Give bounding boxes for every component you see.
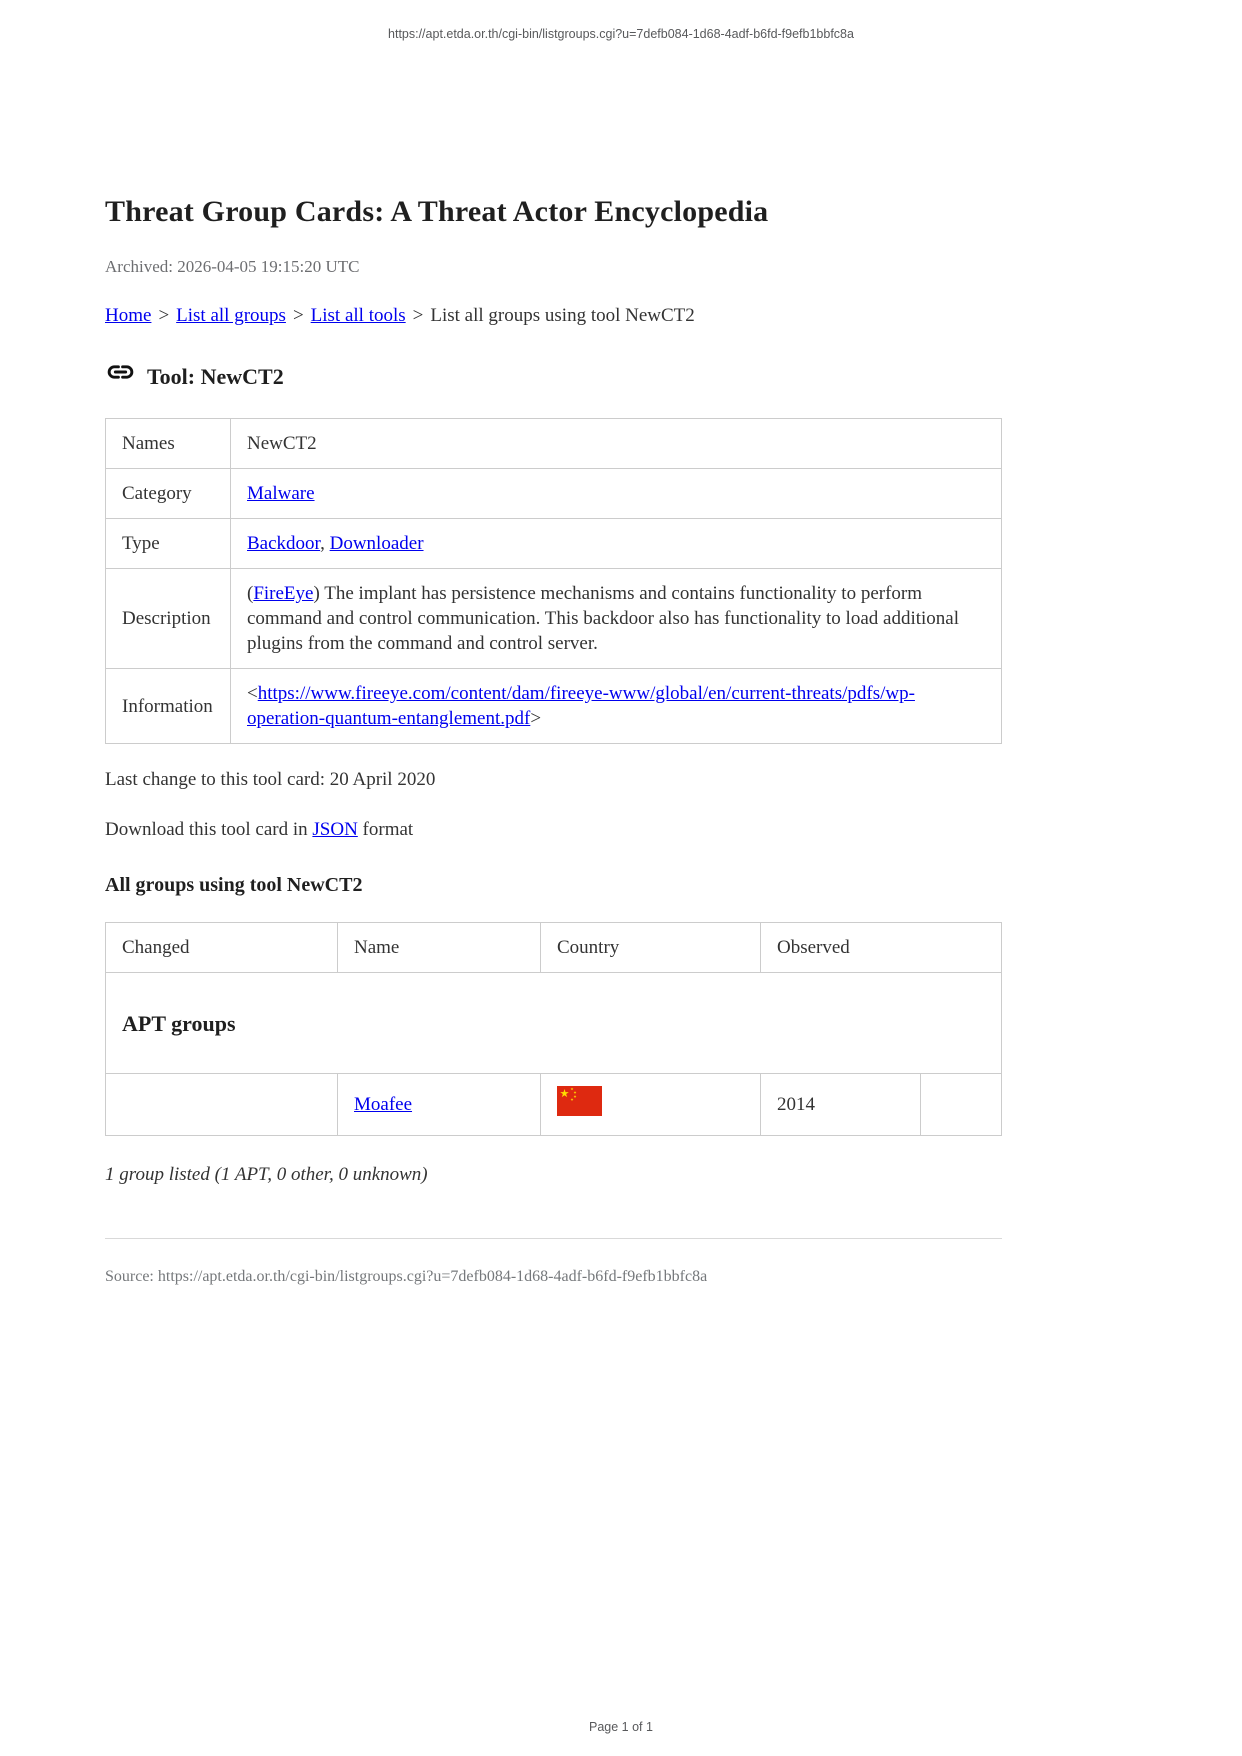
- json-download-link[interactable]: JSON: [312, 819, 358, 840]
- tool-card-table: [105, 418, 1002, 744]
- groups-section-heading: All groups using tool NewCT2: [105, 874, 363, 896]
- groups-header-row: [106, 923, 1002, 973]
- type-separator: ,: [320, 533, 330, 554]
- malware-category-link[interactable]: Malware: [247, 483, 315, 504]
- category-value: [231, 469, 1002, 519]
- last-change-note: Last change to this tool card: 20 April 2020: [105, 769, 436, 790]
- divider: [105, 1238, 1002, 1239]
- column-header-name: Name: [338, 923, 541, 973]
- table-row: [106, 569, 1002, 669]
- type-label: Type: [106, 519, 231, 569]
- breadcrumb-separator: >: [412, 305, 424, 326]
- fireeye-pdf-link[interactable]: https://www.fireeye.com/content/dam/fireeye-www/global/en/current-threats/pdfs/wp-operation-quantum-entanglement.pdf: [247, 683, 915, 729]
- names-value: NewCT2: [231, 419, 1002, 469]
- group-changed-cell: [106, 1074, 338, 1136]
- groups-table: [105, 922, 1002, 1136]
- download-suffix: format: [357, 819, 414, 840]
- description-prefix: (: [247, 583, 254, 604]
- page-number: Page 1 of 1: [589, 1720, 653, 1734]
- information-suffix: >: [530, 708, 542, 729]
- information-prefix: <: [247, 683, 258, 704]
- downloader-type-link[interactable]: Downloader: [329, 533, 424, 554]
- table-row: [106, 519, 1002, 569]
- table-row: [106, 669, 1002, 744]
- group-name-cell: [338, 1074, 541, 1136]
- type-value: [231, 519, 1002, 569]
- table-row: [106, 419, 1002, 469]
- page-content: [105, 0, 1002, 1287]
- group-extra-cell: [921, 1074, 1002, 1136]
- column-header-changed: Changed: [106, 923, 338, 973]
- names-label: Names: [106, 419, 231, 469]
- breadcrumb-separator: >: [292, 305, 304, 326]
- column-header-country: Country: [541, 923, 761, 973]
- fireeye-link[interactable]: FireEye: [253, 583, 314, 604]
- breadcrumb-list-all-groups-link[interactable]: List all groups: [176, 305, 286, 326]
- information-label: Information: [106, 669, 231, 744]
- tool-heading-label: Tool: NewCT2: [147, 364, 284, 389]
- print-header-url: https://apt.etda.or.th/cgi-bin/listgroups.cgi?u=7defb084-1d68-4adf-b6fd-f9efb1bbfc8a: [388, 27, 854, 41]
- description-text: ) The implant has persistence mechanisms and contains functionality to perform command and control communication. This backdoor also has functionality to load additional plugins from the command and control server.: [247, 583, 959, 654]
- moafee-group-link[interactable]: Moafee: [354, 1094, 413, 1115]
- download-prefix: Download this tool card in: [105, 819, 313, 840]
- table-row: [106, 469, 1002, 519]
- category-label: Category: [106, 469, 231, 519]
- apt-groups-section-label: APT groups: [106, 973, 1002, 1074]
- tool-heading: [105, 363, 1002, 391]
- source-line: Source: https://apt.etda.or.th/cgi-bin/listgroups.cgi?u=7defb084-1d68-4adf-b6fd-f9efb1bbfc8a: [105, 1268, 708, 1285]
- breadcrumb-home-link[interactable]: Home: [105, 305, 152, 326]
- backdoor-type-link[interactable]: Backdoor: [247, 533, 321, 554]
- description-value: [231, 569, 1002, 669]
- column-header-observed: Observed: [761, 923, 1002, 973]
- breadcrumb-separator: >: [158, 305, 170, 326]
- group-row: [106, 1074, 1002, 1136]
- description-label: Description: [106, 569, 231, 669]
- group-observed-cell: 2014: [761, 1074, 921, 1136]
- breadcrumb-current: List all groups using tool NewCT2: [430, 305, 695, 326]
- china-flag-icon: [557, 1100, 602, 1121]
- groups-summary: 1 group listed (1 APT, 0 other, 0 unknown): [105, 1164, 428, 1185]
- breadcrumb-list-all-tools-link[interactable]: List all tools: [310, 305, 406, 326]
- page-title: Threat Group Cards: A Threat Actor Encyclopedia: [105, 195, 769, 228]
- breadcrumb: [105, 303, 1002, 328]
- link-icon: [105, 361, 136, 389]
- information-value: [231, 669, 1002, 744]
- group-country-cell: [541, 1074, 761, 1136]
- download-line: [105, 817, 1002, 842]
- archived-timestamp: Archived: 2026-04-05 19:15:20 UTC: [105, 257, 360, 276]
- section-row: [106, 973, 1002, 1074]
